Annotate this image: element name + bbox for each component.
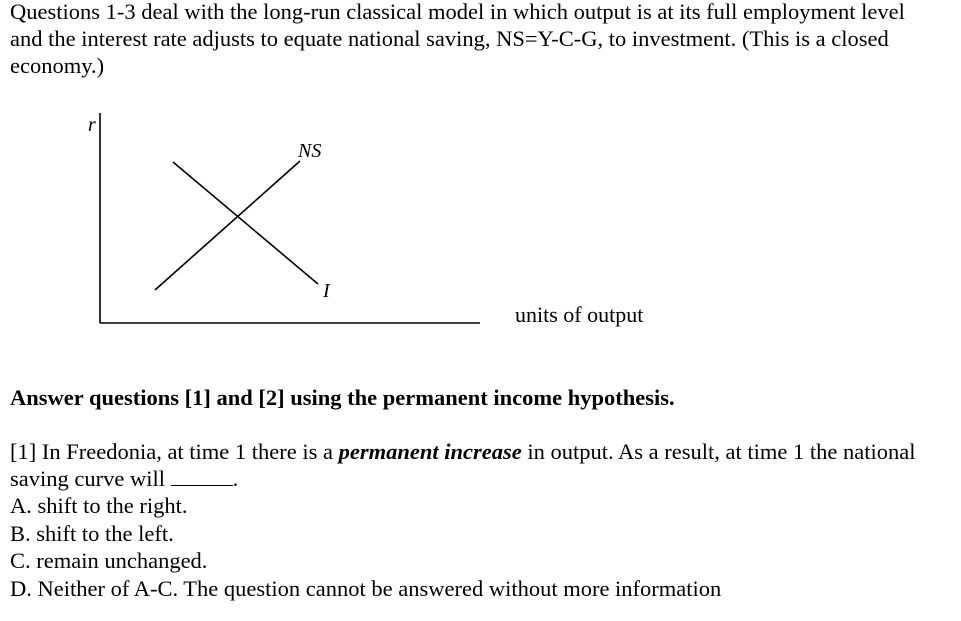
- question-1-emphasis: permanent increase: [338, 439, 522, 464]
- choice-d: D. Neither of A-C. The question cannot be answered without more information: [10, 575, 722, 601]
- answer-choices: [10, 492, 721, 602]
- question-1: [10, 438, 940, 492]
- ns-curve-label: NS: [298, 140, 322, 162]
- investment-curve-label: I: [323, 280, 330, 302]
- answer-blank: [171, 467, 233, 486]
- choice-b: B. shift to the left.: [10, 520, 174, 546]
- instruction-heading: Answer questions [1] and [2] using the permanent income hypothesis.: [10, 385, 675, 410]
- question-1-prefix: [1] In Freedonia, at time 1 there is a: [10, 439, 339, 464]
- intro-paragraph: Questions 1-3 deal with the long-run classical model in which output is at its full employment level and the interest rate adjusts to equate national saving, NS=Y-C-G, to investment. (This is a closed economy.): [10, 0, 905, 78]
- choice-a: A. shift to the right.: [10, 493, 188, 518]
- investment-curve: [173, 162, 318, 284]
- x-axis-label: units of output: [515, 302, 644, 327]
- choice-c: C. remain unchanged.: [10, 548, 208, 573]
- question-1-middle: in output. As a result, at time 1 the national saving curve will: [10, 439, 916, 491]
- question-1-suffix: .: [232, 466, 239, 491]
- ns-curve: [155, 161, 300, 290]
- y-axis-label: r: [88, 114, 96, 136]
